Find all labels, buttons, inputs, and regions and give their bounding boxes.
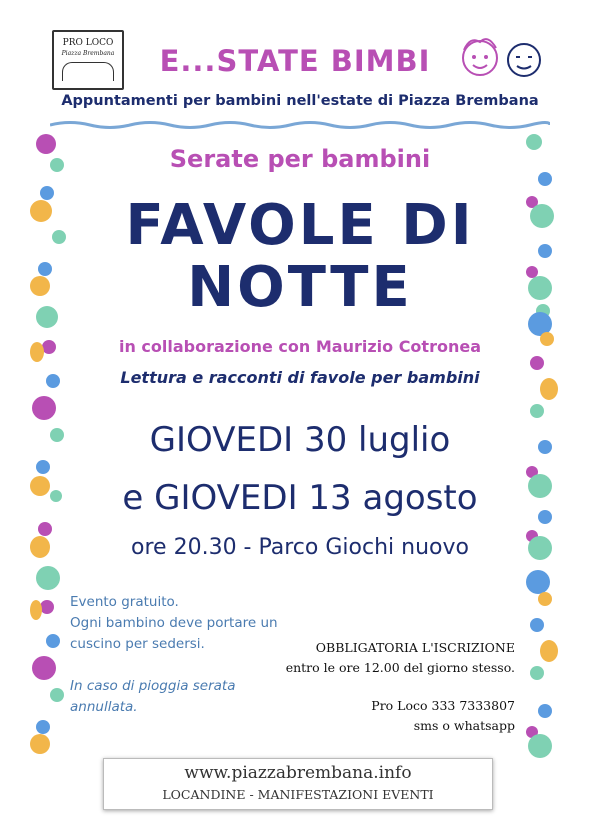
rain-note bbox=[70, 676, 300, 718]
decor-dot bbox=[538, 440, 552, 454]
decor-dot bbox=[30, 276, 50, 296]
decor-dot bbox=[540, 332, 554, 346]
contact-method: sms o whatsapp bbox=[413, 718, 515, 733]
decor-dot bbox=[32, 396, 56, 420]
logo-line2: Piazza Brembana bbox=[61, 50, 115, 57]
decor-dot bbox=[538, 172, 552, 186]
logo-arch-icon bbox=[62, 62, 114, 81]
decor-dot bbox=[30, 342, 44, 362]
note-line: Ogni bambino deve portare un bbox=[70, 615, 278, 631]
decor-dot bbox=[526, 134, 542, 150]
decor-dot bbox=[36, 134, 56, 154]
pro-loco-logo bbox=[52, 30, 124, 90]
event-date-1: GIOVEDI 30 luglio bbox=[149, 420, 451, 460]
decor-dot bbox=[36, 720, 50, 734]
decor-dot bbox=[40, 600, 54, 614]
decor-dot bbox=[30, 200, 52, 222]
footer-url[interactable]: www.piazzabrembana.info bbox=[184, 763, 412, 783]
note-line: cuscino per sedersi. bbox=[70, 636, 205, 652]
decor-dot bbox=[50, 158, 64, 172]
registration-line2: entro le ore 12.00 del giorno stesso. bbox=[285, 660, 515, 675]
decor-dot bbox=[38, 522, 52, 536]
event-title-line2: NOTTE bbox=[187, 255, 413, 320]
decor-dot bbox=[538, 592, 552, 606]
event-title bbox=[60, 195, 540, 319]
registration-line1: OBBLIGATORIA L'ISCRIZIONE bbox=[315, 640, 515, 655]
decor-dot bbox=[530, 666, 544, 680]
decor-dot bbox=[538, 704, 552, 718]
note-line: annullata. bbox=[70, 699, 138, 715]
decor-dot bbox=[50, 688, 64, 702]
decor-dot bbox=[36, 566, 60, 590]
decor-dot bbox=[40, 186, 54, 200]
decor-dot bbox=[530, 404, 544, 418]
event-date-2: e GIOVEDI 13 agosto bbox=[122, 478, 478, 518]
note-line: Evento gratuito. bbox=[70, 594, 179, 610]
decor-dot bbox=[540, 378, 558, 400]
note-line: In caso di pioggia serata bbox=[70, 678, 236, 694]
kids-faces-icon bbox=[452, 30, 552, 82]
decor-dot bbox=[30, 600, 42, 620]
decor-dot bbox=[46, 634, 60, 648]
header-subtitle: Appuntamenti per bambini nell'estate di Piazza Brembana bbox=[61, 93, 539, 109]
event-description: Lettura e racconti di favole per bambini bbox=[120, 368, 480, 387]
decor-dot bbox=[36, 306, 58, 328]
decor-dot bbox=[538, 510, 552, 524]
decor-dot bbox=[38, 262, 52, 276]
wave-divider bbox=[50, 118, 550, 132]
decor-dot bbox=[30, 734, 50, 754]
event-title-line1: FAVOLE DI bbox=[125, 193, 475, 258]
footer-category: LOCANDINE - MANIFESTAZIONI EVENTI bbox=[162, 787, 434, 802]
decor-dot bbox=[528, 734, 552, 758]
footer-banner bbox=[103, 758, 493, 810]
contact-info bbox=[280, 696, 515, 736]
contact-phone: Pro Loco 333 7333807 bbox=[371, 698, 515, 713]
registration-note bbox=[260, 638, 515, 678]
decor-dot bbox=[30, 476, 50, 496]
header-title: E...STATE BIMBI bbox=[159, 44, 431, 78]
decor-dot bbox=[46, 374, 60, 388]
decor-dot bbox=[32, 656, 56, 680]
decor-dot bbox=[538, 244, 552, 258]
decor-dot bbox=[30, 536, 50, 558]
decor-dot bbox=[540, 640, 558, 662]
decor-dot bbox=[36, 460, 50, 474]
decor-dot bbox=[42, 340, 56, 354]
decor-dot bbox=[526, 570, 550, 594]
event-time-place: ore 20.30 - Parco Giochi nuovo bbox=[131, 535, 469, 560]
decor-dot bbox=[530, 618, 544, 632]
logo-line1: PRO LOCO bbox=[62, 38, 114, 48]
event-series: Serate per bambini bbox=[169, 145, 431, 173]
event-collaboration: in collaborazione con Maurizio Cotronea bbox=[118, 337, 481, 356]
